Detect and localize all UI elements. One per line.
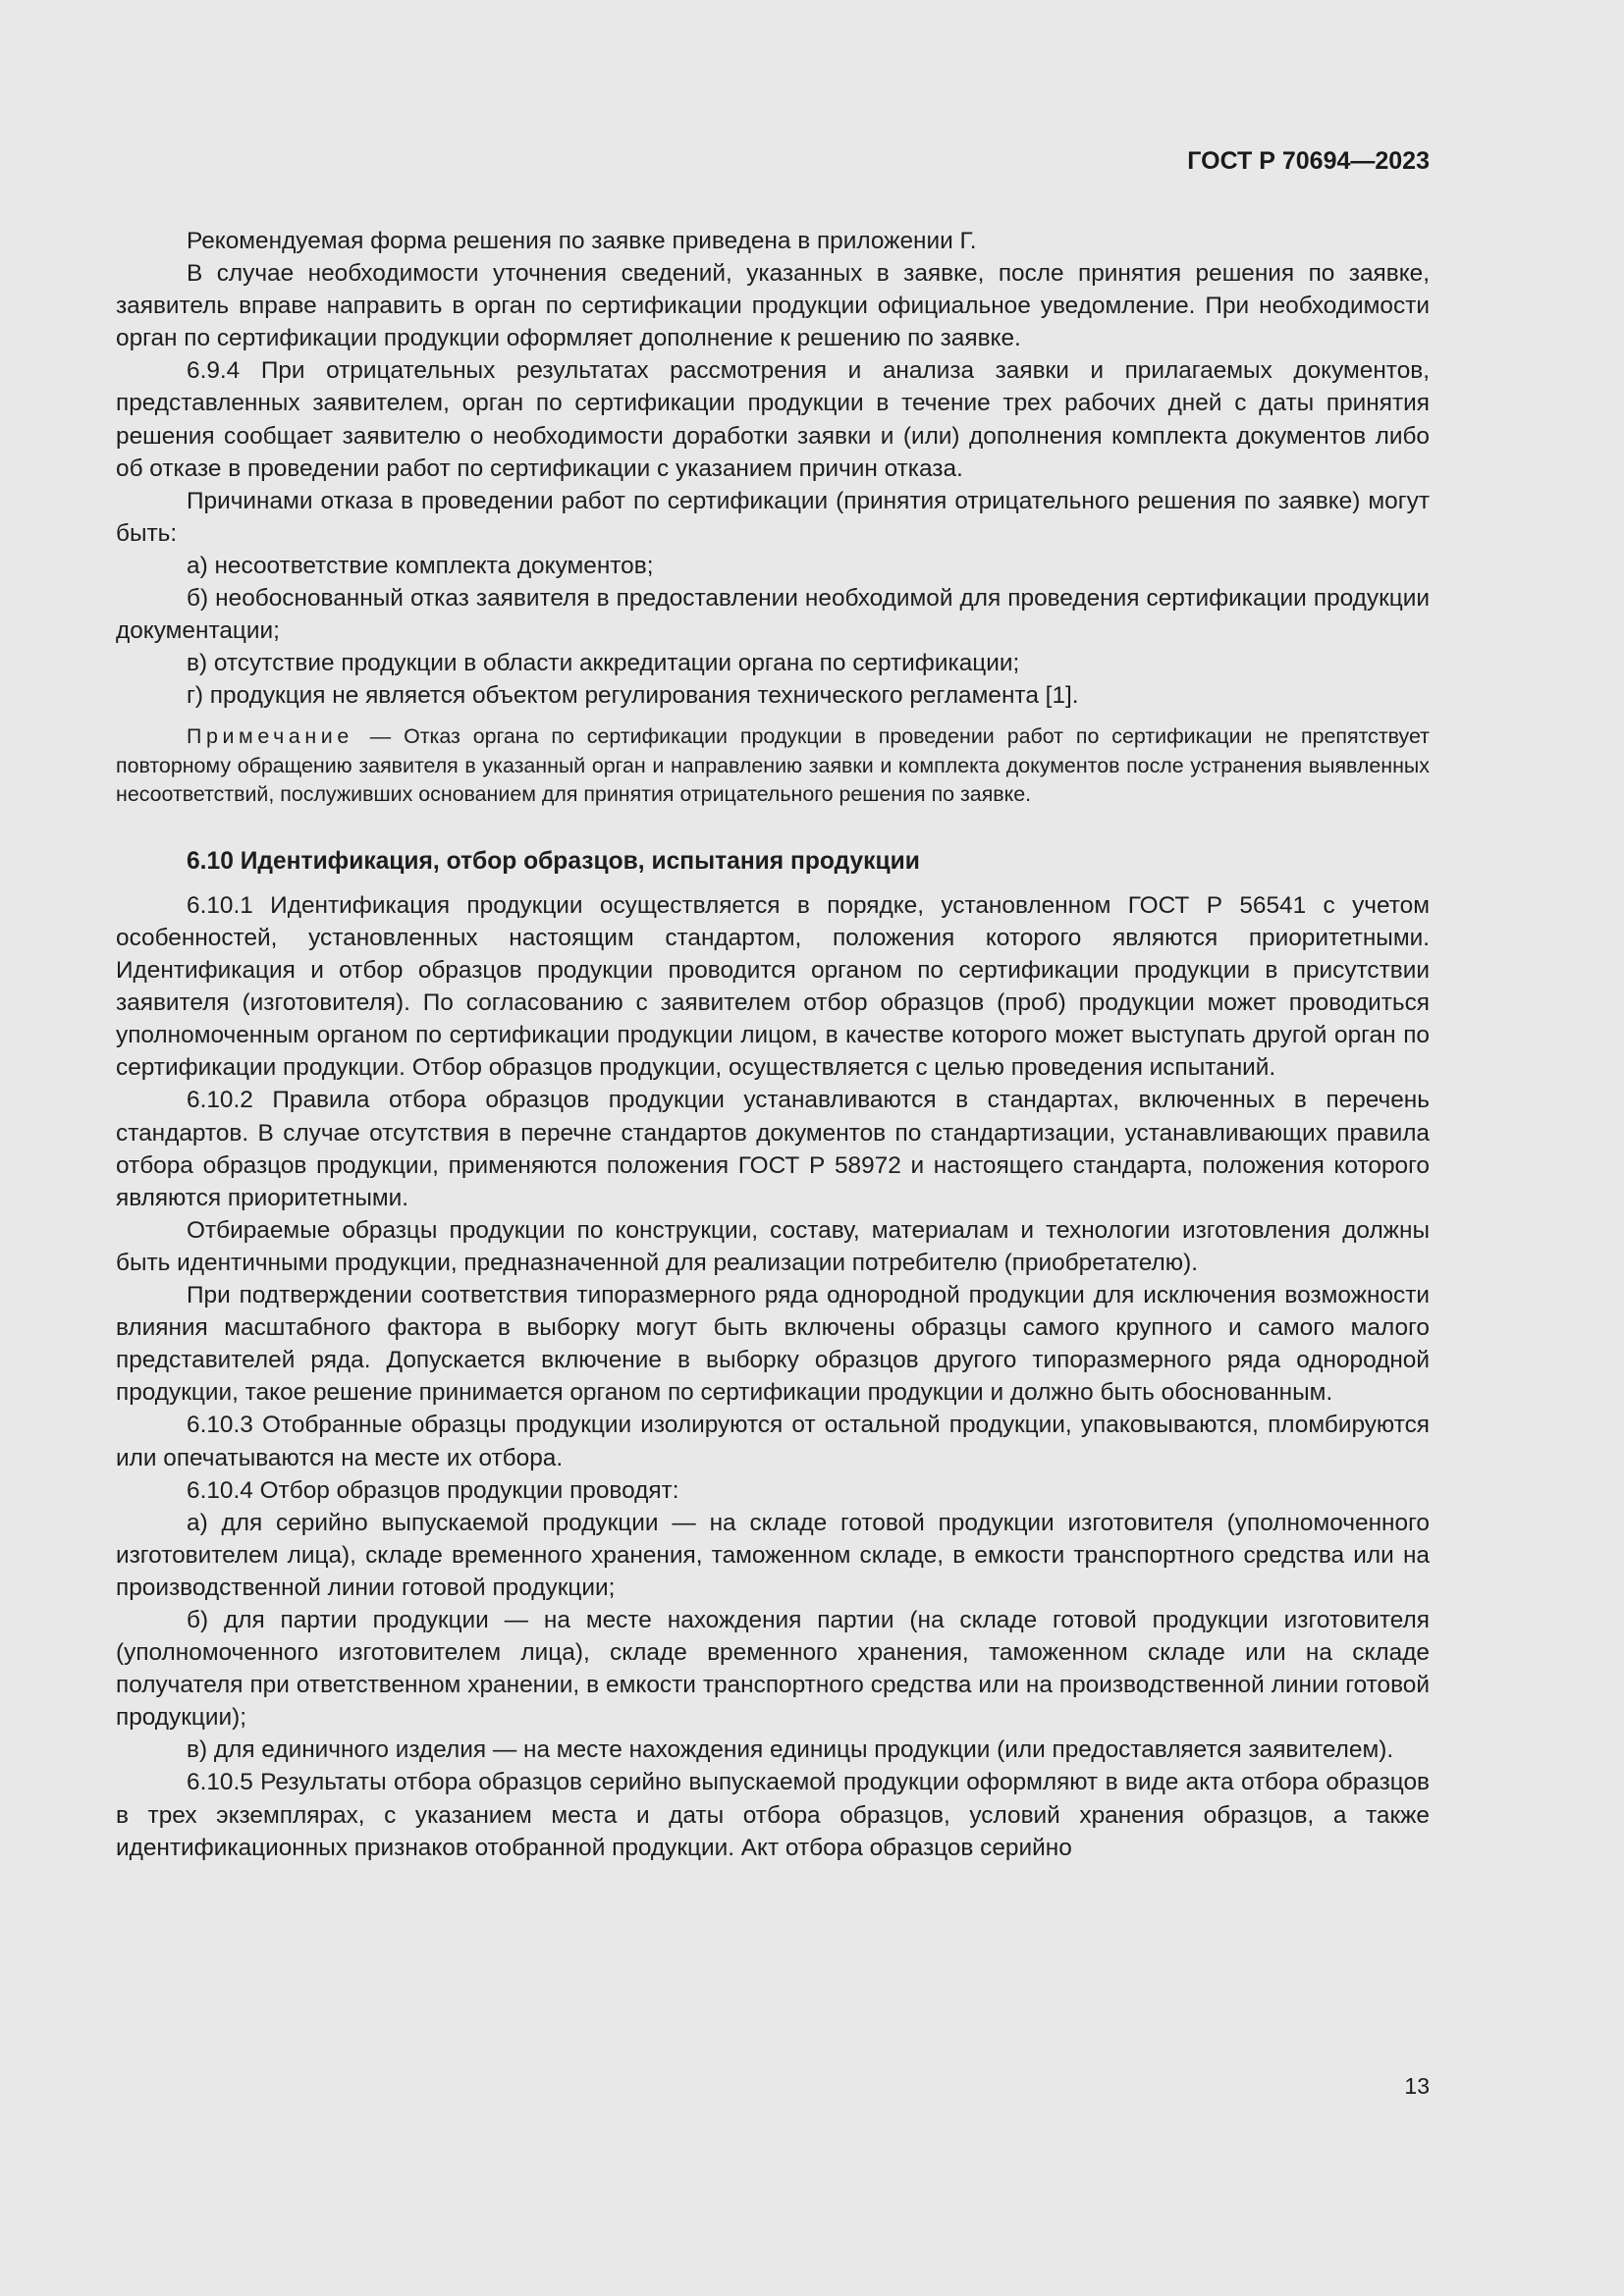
paragraph: В случае необходимости уточнения сведений, указанных в заявке, после принятия решения по заявке, заявитель вправе направить в орган по сертификации продукции официальное уведомление. При необходимости орган по сертификации продукции оформляет дополнение к решению по заявке.: [116, 260, 1430, 352]
list-item: в) для единичного изделия — на месте нахождения единицы продукции (или предоставляется заявителем).: [187, 1736, 1394, 1764]
list-item: в) отсутствие продукции в области аккредитации органа по сертификации;: [187, 650, 1020, 677]
list-item: а) для серийно выпускаемой продукции — на складе готовой продукции изготовителя (уполномоченного изготовителем лица), складе временного хранения, таможенном складе, в емкости транспортного средства или на производственной линии готовой продукции;: [116, 1509, 1430, 1601]
clause-6-10-3: 6.10.3 Отобранные образцы продукции изолируются от остальной продукции, упаковываются, пломбируются или опечатываются на месте их отбора.: [116, 1412, 1430, 1471]
clause-6-9-4: 6.9.4 При отрицательных результатах рассмотрения и анализа заявки и прилагаемых документов, представленных заявителем, орган по сертификации продукции в течение трех рабочих дней с даты принятия решения сообщает заявителю о необходимости доработки заявки и (или) дополнения комплекта документов либо об отказе в проведении работ по сертификации с указанием причин отказа.: [116, 357, 1430, 482]
page-number: 13: [1404, 2073, 1430, 2099]
note-text: — Отказ органа по сертификации продукции в проведении работ по сертификации не препятствует повторному обращению заявителя в указанный орган и направлению заявки и комплекта документов после устранения выявленных несоответствий, послуживших основанием для принятия отрицательного решения по заявке.: [116, 724, 1430, 807]
list-item: б) необоснованный отказ заявителя в предоставлении необходимой для проведения сертификации продукции документации;: [116, 585, 1430, 645]
clause-6-10-1: 6.10.1 Идентификация продукции осуществляется в порядке, установленном ГОСТ Р 56541 с учетом особенностей, установленных настоящим стандартом, положения которого являются приоритетными. Идентификация и отбор образцов продукции проводится органом по сертификации продукции в присутствии заявителя (изготовителя). По согласованию с заявителем отбор образцов (проб) продукции может проводиться уполномоченным органом по сертификации продукции лицом, в качестве которого может выступать другой орган по сертификации продукции. Отбор образцов продукции, осуществляется с целью проведения испытаний.: [116, 891, 1430, 1082]
paragraph: При подтверждении соответствия типоразмерного ряда однородной продукции для исключения возможности влияния масштабного фактора в выборку могут быть включены образцы самого крупного и самого малого представителей ряда. Допускается включение в выборку образцов другого типоразмерного ряда однородной продукции, такое решение принимается органом по сертификации продукции и должно быть обоснованным.: [116, 1282, 1430, 1407]
clause-6-10-4: 6.10.4 Отбор образцов продукции проводят:: [187, 1476, 679, 1504]
list-item: г) продукция не является объектом регулирования технического регламента [1].: [187, 682, 1079, 710]
paragraph: Отбираемые образцы продукции по конструкции, составу, материалам и технологии изготовления должны быть идентичными продукции, предназначенной для реализации потребителю (приобретателю).: [116, 1216, 1430, 1276]
list-item: а) несоответствие комплекта документов;: [187, 552, 654, 579]
clause-6-10-5: 6.10.5 Результаты отбора образцов серийно выпускаемой продукции оформляют в виде акта отбора образцов в трех экземплярах, с указанием места и даты отбора образцов, условий хранения образцов, а также идентификационных признаков отобранной продукции. Акт отбора образцов серийно: [116, 1769, 1430, 1861]
paragraph: Причинами отказа в проведении работ по сертификации (принятия отрицательного решения по заявке) могут быть:: [116, 487, 1430, 547]
note-label: Примечание: [187, 724, 353, 749]
clause-6-10-2: 6.10.2 Правила отбора образцов продукции устанавливаются в стандартах, включенных в перечень стандартов. В случае отсутствия в перечне стандартов документов по стандартизации, устанавливающих правила отбора образцов продукции, применяются положения ГОСТ Р 58972 и настоящего стандарта, положения которого являются приоритетными.: [116, 1087, 1430, 1211]
list-item: б) для партии продукции — на месте нахождения партии (на складе готовой продукции изготовителя (уполномоченного изготовителем лица), складе временного хранения, таможенном складе или на складе получателя при ответственном хранении, в емкости транспортного средства или на производственной линии готовой продукции);: [116, 1606, 1430, 1732]
page-content: [116, 225, 1430, 1864]
document-code-header: ГОСТ Р 70694—2023: [1187, 147, 1430, 175]
paragraph: Рекомендуемая форма решения по заявке приведена в приложении Г.: [187, 228, 977, 254]
note: [116, 722, 1430, 810]
section-heading: 6.10 Идентификация, отбор образцов, испытания продукции: [187, 847, 920, 875]
